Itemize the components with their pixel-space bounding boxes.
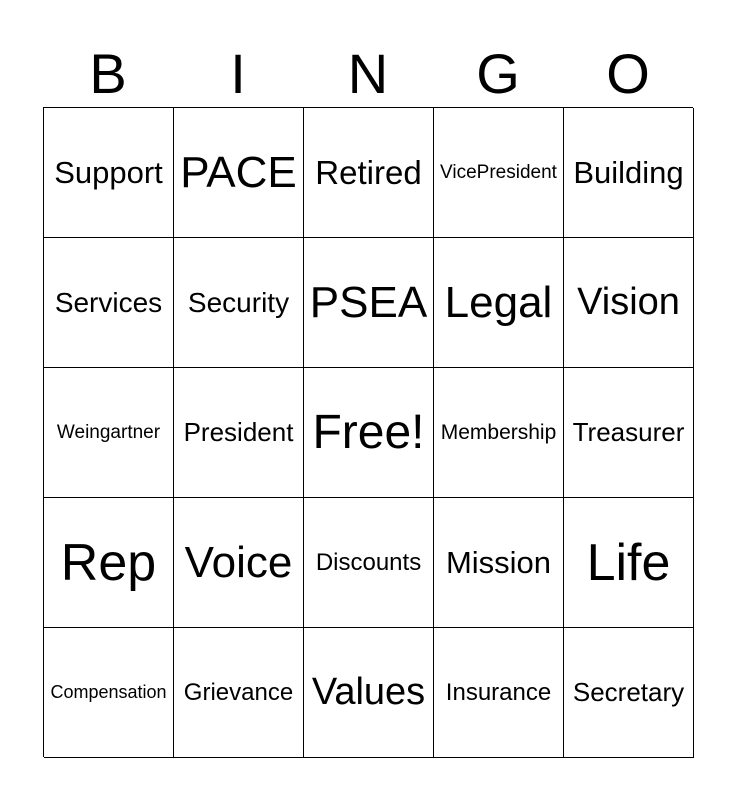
bingo-cell: Life	[564, 498, 694, 628]
bingo-cell: Mission	[434, 498, 564, 628]
bingo-cell: VicePresident	[434, 108, 564, 238]
bingo-cell: Services	[44, 238, 174, 368]
bingo-cell: Security	[174, 238, 304, 368]
bingo-cell: PACE	[174, 108, 304, 238]
header-letter-g: G	[476, 42, 520, 105]
header-letter-i: I	[230, 42, 246, 105]
bingo-cell: Membership	[434, 368, 564, 498]
bingo-cell: Compensation	[44, 628, 174, 758]
free-space-cell: Free!	[304, 368, 434, 498]
bingo-cell: Voice	[174, 498, 304, 628]
bingo-cell: Building	[564, 108, 694, 238]
bingo-cell: Discounts	[304, 498, 434, 628]
bingo-board	[43, 107, 693, 757]
bingo-cell: Treasurer	[564, 368, 694, 498]
bingo-cell: Rep	[44, 498, 174, 628]
bingo-header	[43, 42, 693, 106]
header-letter-n: N	[347, 42, 389, 105]
bingo-cell: President	[174, 368, 304, 498]
bingo-cell: Vision	[564, 238, 694, 368]
bingo-cell: Legal	[434, 238, 564, 368]
header-letter-o: O	[606, 42, 650, 105]
bingo-cell: Secretary	[564, 628, 694, 758]
bingo-cell: Values	[304, 628, 434, 758]
header-letter-b: B	[89, 42, 127, 105]
bingo-cell: PSEA	[304, 238, 434, 368]
bingo-cell: Retired	[304, 108, 434, 238]
bingo-cell: Grievance	[174, 628, 304, 758]
bingo-cell: Insurance	[434, 628, 564, 758]
bingo-cell: Support	[44, 108, 174, 238]
bingo-cell: Weingartner	[44, 368, 174, 498]
